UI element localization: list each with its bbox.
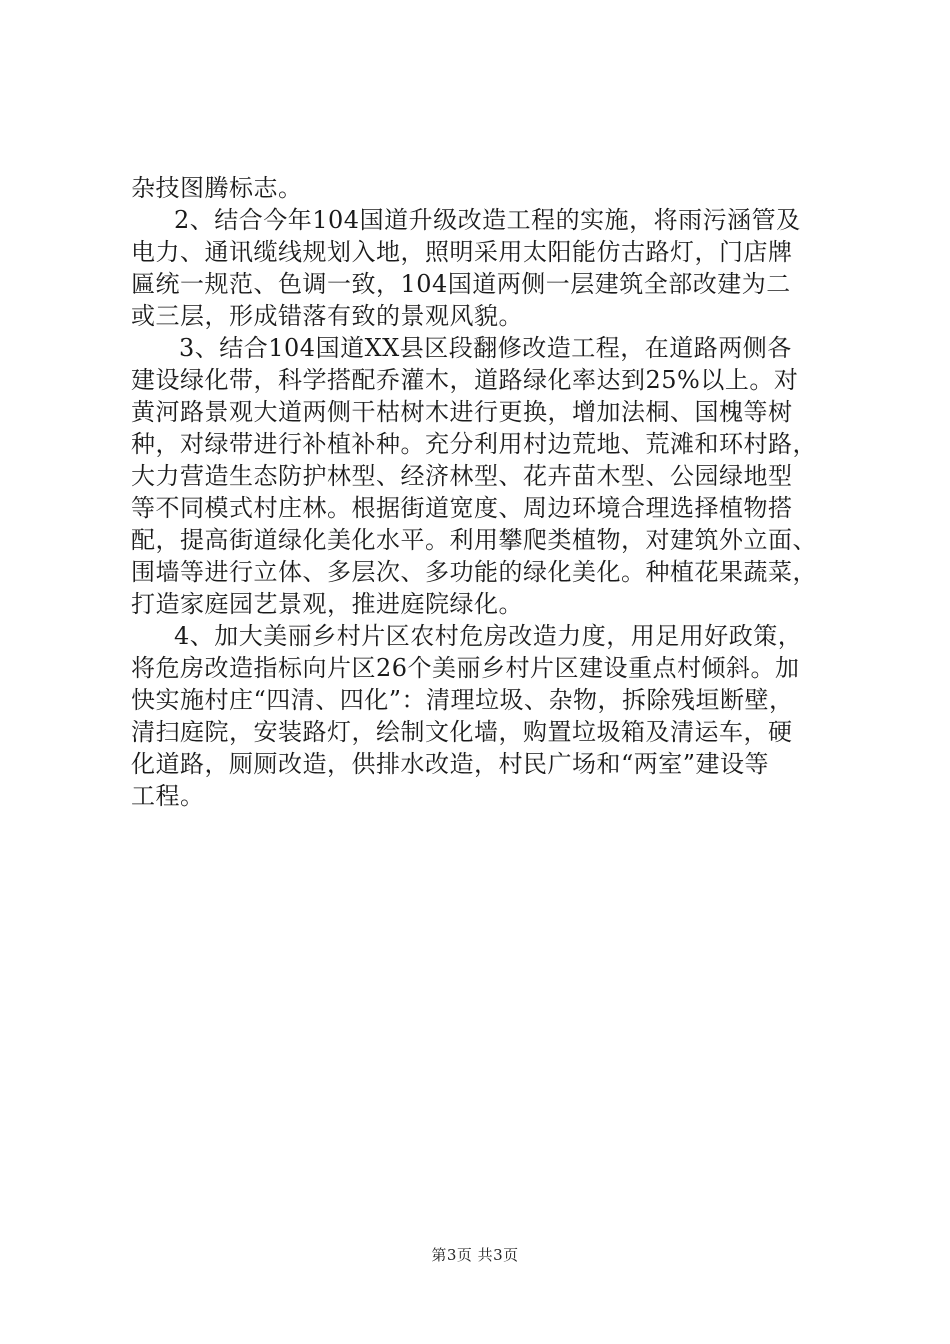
text-line: 2、结合今年104国道升级改造工程的实施，将雨污涵管及	[174, 206, 801, 234]
text-line: 快实施村庄“四清、四化”：清理垃圾、杂物，拆除残垣断壁，	[131, 686, 794, 714]
text-line: 或三层，形成错落有致的景观风貌。	[131, 302, 523, 330]
text-line: 等不同模式村庄林。根据街道宽度、周边环境合理选择植物搭	[131, 494, 793, 522]
text-line: 种，对绿带进行补植补种。充分利用村边荒地、荒滩和环村路，	[131, 430, 817, 458]
page-number-footer: 第3页 共3页	[431, 1246, 519, 1264]
text-line: 化道路，厕厕改造，供排水改造，村民广场和“两室”建设等	[131, 750, 770, 778]
text-line: 黄河路景观大道两侧干枯树木进行更换，增加法桐、国槐等树	[131, 398, 793, 426]
document-body	[131, 172, 831, 812]
text-line: 匾统一规范、色调一致，104国道两侧一层建筑全部改建为二	[131, 270, 791, 298]
text-line: 4、加大美丽乡村片区农村危房改造力度，用足用好政策，	[174, 622, 803, 650]
text-line: 电力、通讯缆线规划入地，照明采用太阳能仿古路灯，门店牌	[131, 238, 793, 266]
text-line: 工程。	[131, 782, 205, 810]
text-line: 打造家庭园艺景观，推进庭院绿化。	[131, 590, 523, 618]
text-line: 建设绿化带，科学搭配乔灌木，道路绿化率达到25%以上。对	[131, 366, 799, 394]
text-line: 围墙等进行立体、多层次、多功能的绿化美化。种植花果蔬菜，	[131, 558, 817, 586]
text-line: 清扫庭院，安装路灯，绘制文化墙，购置垃圾箱及清运车，硬	[131, 718, 793, 746]
text-line: 3、结合104国道XX县区段翻修改造工程，在道路两侧各	[179, 334, 792, 362]
text-line: 配，提高街道绿化美化水平。利用攀爬类植物，对建筑外立面、	[131, 526, 817, 554]
text-line: 杂技图腾标志。	[131, 174, 303, 202]
text-line: 大力营造生态防护林型、经济林型、花卉苗木型、公园绿地型	[131, 462, 793, 490]
text-line: 将危房改造指标向片区26个美丽乡村片区建设重点村倾斜。加	[131, 654, 800, 682]
